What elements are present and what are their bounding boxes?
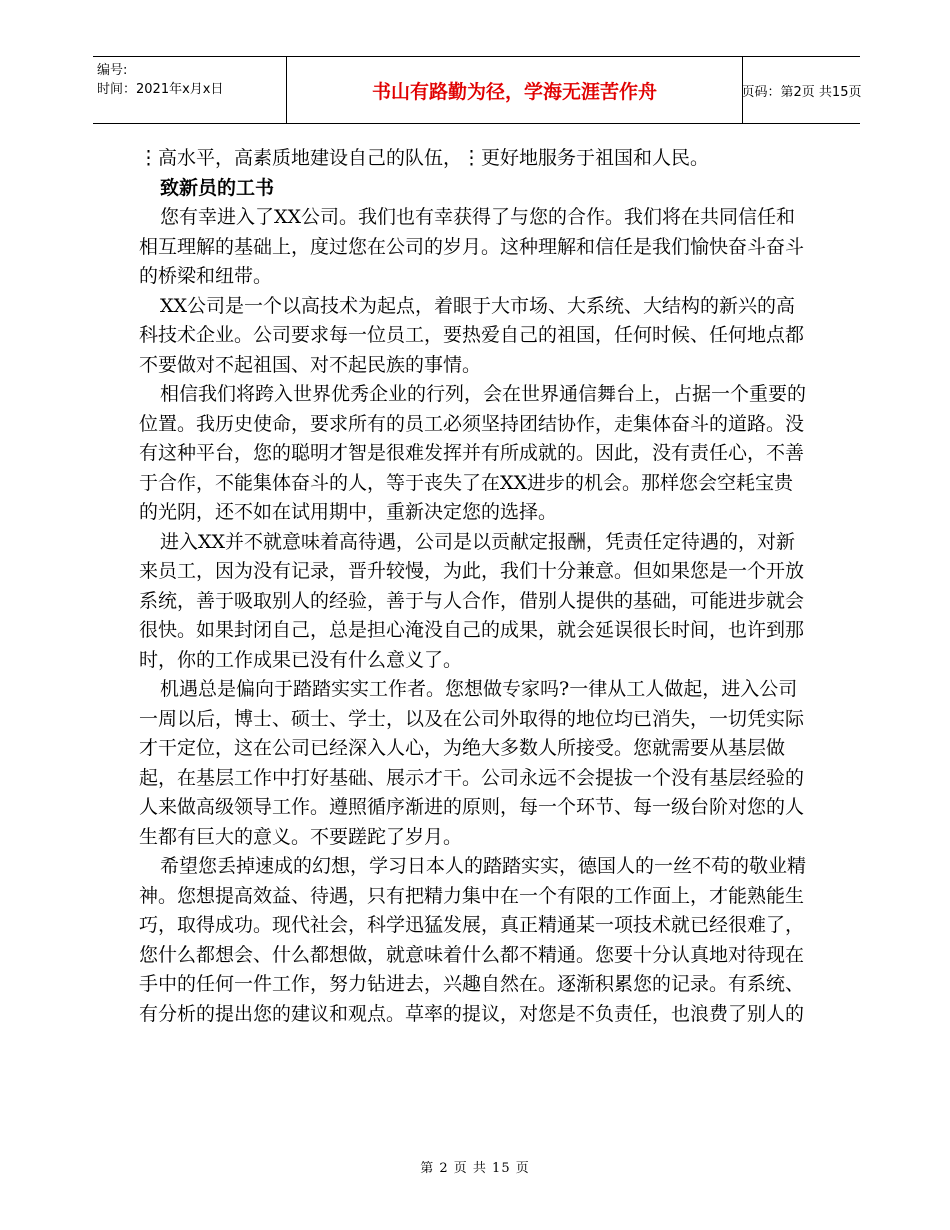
continued-line: ⋮高水平，高素质地建设自己的队伍，⋮更好地服务于祖国和人民。	[139, 147, 710, 169]
header-page-info: 页码：第2页 共15页	[741, 84, 862, 100]
page-footer: 第 2 页 共 15 页	[420, 1161, 530, 1176]
paragraph: 希望您丢掉速成的幻想，学习日本人的踏踏实实，德国人的一丝不苟的敬业精神。您想提高效益、待遇，只有把精力集中在一个有限的工作面上，才能熟能生巧，取得成功。现代社会，科学迅猛发展，真正精通某一项技术就已经很难了，您什么都想会、什么都想做，就意味着什么都不精通。您要十分认真地对待现在手中的任何一件工作，努力钻进去，兴趣自然在。逐渐积累您的记录。有系统、有分析的提出您的建议和观点。草率的提议，对您是不负责任，也浪费了别人的	[139, 855, 807, 1025]
header-motto: 书山有路勤为径，学海无涯苦作舟	[371, 80, 657, 103]
paragraph: 机遇总是偏向于踏踏实实工作者。您想做专家吗?一律从工人做起，进入公司一周以后，博士、硕士、学士，以及在公司外取得的地位均已消失，一切凭实际才干定位，这在公司已经深入人心，为绝大多数人所接受。您就需要从基层做起，在基层工作中打好基础、展示才干。公司永远不会提拔一个没有基层经验的人来做高级领导工作。遵照循序渐进的原则，每一个环节、每一级台阶对您的人生都有巨大的意义。不要蹉跎了岁月。	[139, 678, 805, 848]
header-meta	[97, 61, 285, 99]
letter-title: 致新员的工书	[160, 176, 275, 199]
document-body	[139, 144, 809, 1029]
paragraph: 您有幸进入了XX公司。我们也有幸获得了与您的合作。我们将在共同信任和相互理解的基础上，度过您在公司的岁月。这种理解和信任是我们愉快奋斗奋斗的桥梁和纽带。	[139, 206, 805, 287]
paragraph: XX公司是一个以高技术为起点，着眼于大市场、大系统、大结构的新兴的高科技术企业。公司要求每一位员工，要热爱自己的祖国，任何时候、任何地点都不要做对不起祖国、对不起民族的事情。	[139, 294, 805, 376]
document-header	[93, 56, 860, 124]
time-label: 时间：2021年x月x日	[97, 82, 224, 97]
paragraph: 相信我们将跨入世界优秀企业的行列，会在世界通信舞台上，占据一个重要的位置。我历史使命，要求所有的员工必须坚持团结协作，走集体奋斗的道路。没有这种平台，您的聪明才智是很难发挥并有所成就的。因此，没有责任心，不善于合作，不能集体奋斗的人，等于丧失了在XX进步的机会。那样您会空耗宝贵的光阴，还不如在试用期中，重新决定您的选择。	[139, 383, 807, 523]
paragraph: 进入XX并不就意味着高待遇，公司是以贡献定报酬，凭责任定待遇的，对新来员工，因为没有记录，晋升较慢，为此，我们十分兼意。但如果您是一个开放系统，善于吸取别人的经验，善于与人合作，借别人提供的基础，可能进步就会很快。如果封闭自己，总是担心淹没自己的成果，就会延误很长时间，也许到那时，你的工作成果已没有什么意义了。	[139, 530, 805, 671]
number-label: 编号:	[97, 63, 128, 78]
